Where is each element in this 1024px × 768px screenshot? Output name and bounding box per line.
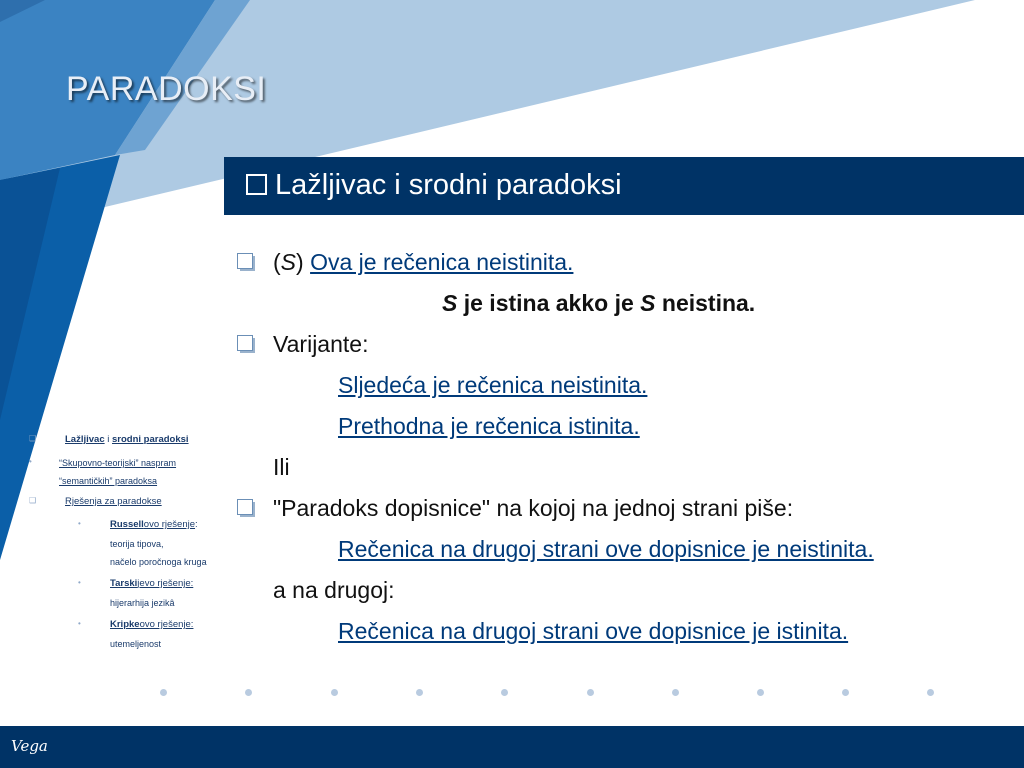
nav-bullet-icon: • <box>78 519 81 528</box>
variants-label: Varijante: <box>273 331 369 357</box>
decorative-dot <box>501 689 508 696</box>
postcard-side-1: Rečenica na drugoj strani ove dopisnice je neistinita. <box>338 536 874 562</box>
nav-item-skupovno[interactable]: “Skupovno-teorijski” naspram <box>59 458 177 468</box>
other-side-label: a na drugoj: <box>273 577 395 603</box>
variant-2: Prethodna je rečenica istinita. <box>338 413 640 439</box>
statement-s: (S) Ova je rečenica neistinita. <box>273 249 574 275</box>
decorative-dot <box>416 689 423 696</box>
footer-bar <box>0 726 1024 768</box>
nav-item-tarski[interactable]: Tarskijevo rješenje: <box>110 578 194 589</box>
decorative-dot <box>672 689 679 696</box>
nav-item-lazljivac[interactable]: Lažljivac i srodni paradoksi <box>65 434 189 445</box>
checkbox-bullet-icon <box>246 174 267 195</box>
decorative-dot <box>245 689 252 696</box>
statement-s-sentence: Ova je rečenica neistinita. <box>310 249 574 275</box>
or-label: Ili <box>273 454 290 480</box>
checkbox-bullet-icon <box>237 499 253 515</box>
footer-signature: Vega <box>11 737 48 755</box>
section-heading: Lažljivac i srodni paradoksi <box>246 169 622 202</box>
nav-item-skupovno-line2[interactable]: “semantičkih” paradoksa <box>59 476 158 486</box>
checkbox-bullet-icon <box>237 335 253 351</box>
nav-russell-detail-2: načelo poročnoga kruga <box>110 557 207 567</box>
checkbox-bullet-icon <box>237 253 253 269</box>
postcard-side-2: Rečenica na drugoj strani ove dopisnice je istinita. <box>338 618 849 644</box>
decorative-dot <box>587 689 594 696</box>
nav-bullet-icon: ❑ <box>29 434 37 443</box>
slide-title: PARADOKSI <box>66 70 267 108</box>
nav-item-kripke[interactable]: Kripkeovo rješenje: <box>110 619 194 630</box>
nav-bullet-icon: • <box>78 619 81 628</box>
decorative-dot <box>757 689 764 696</box>
nav-bullet-icon: • <box>78 578 81 587</box>
postcard-intro: "Paradoks dopisnice" na kojoj na jednoj strani piše: <box>273 495 794 521</box>
nav-russell-detail-1: teorija tipova, <box>110 539 164 549</box>
decorative-dot <box>160 689 167 696</box>
variant-1: Sljedeća je rečenica neistinita. <box>338 372 648 398</box>
nav-kripke-detail: utemeljenost <box>110 639 162 649</box>
nav-bullet-icon: • <box>29 457 32 466</box>
nav-bullet-icon: ❑ <box>29 496 37 505</box>
section-banner <box>224 157 1024 215</box>
decorative-dot <box>927 689 934 696</box>
nav-item-rjesenja[interactable]: Rješenja za paradokse <box>65 496 162 507</box>
decorative-dot <box>331 689 338 696</box>
decorative-dot <box>842 689 849 696</box>
nav-item-russell[interactable]: Russellovo rješenje: <box>110 519 198 530</box>
nav-tarski-detail: hijerarhija jezikâ <box>110 598 175 608</box>
s-biconditional: S je istina akko je S neistina. <box>442 290 756 316</box>
